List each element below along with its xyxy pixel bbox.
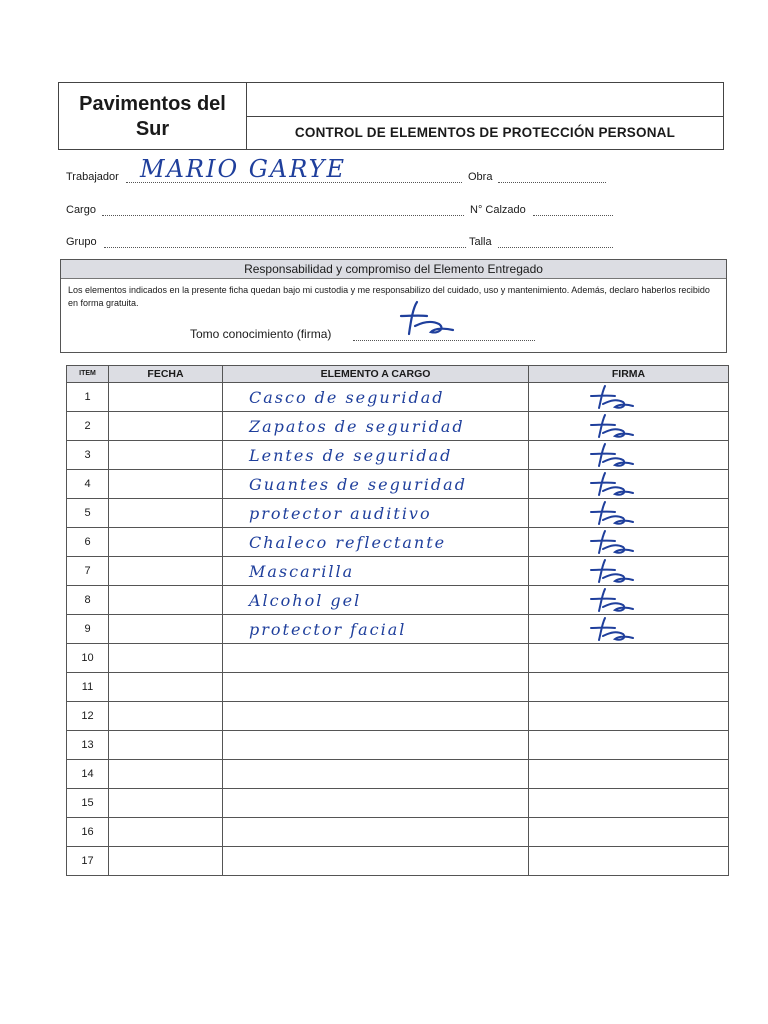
items-table xyxy=(66,365,729,876)
elemento-cell xyxy=(223,702,529,731)
form-header xyxy=(58,82,724,150)
item-number: 8 xyxy=(67,586,109,615)
elemento-cell xyxy=(223,673,529,702)
fecha-cell xyxy=(109,789,223,818)
firma-cell xyxy=(529,441,729,470)
signature-mark xyxy=(587,471,637,497)
item-number: 10 xyxy=(67,644,109,673)
item-number: 16 xyxy=(67,818,109,847)
item-number: 11 xyxy=(67,673,109,702)
firma-cell xyxy=(529,615,729,644)
table-row xyxy=(67,470,729,499)
item-number: 15 xyxy=(67,789,109,818)
elemento-cell: Casco de seguridad xyxy=(223,383,529,412)
table-row xyxy=(67,499,729,528)
firma-cell xyxy=(529,586,729,615)
item-number: 1 xyxy=(67,383,109,412)
acknowledgement-signature xyxy=(395,298,457,340)
calzado-line xyxy=(533,203,613,216)
responsibility-text: Los elementos indicados en la presente ficha quedan bajo mi custodia y me responsabilizo del cuidado, uso y mantenimiento. Además, declaro haberlos recibido en forma gratuita. xyxy=(68,285,710,308)
signature-mark xyxy=(587,500,637,526)
fecha-cell xyxy=(109,383,223,412)
fecha-cell xyxy=(109,847,223,876)
obra-line xyxy=(498,170,606,183)
talla-label: Talla xyxy=(469,236,492,248)
elemento-cell: protector facial xyxy=(223,615,529,644)
firma-cell xyxy=(529,760,729,789)
item-number: 3 xyxy=(67,441,109,470)
elemento-cell xyxy=(223,847,529,876)
firma-cell xyxy=(529,673,729,702)
elemento-cell: Guantes de seguridad xyxy=(223,470,529,499)
firma-cell xyxy=(529,383,729,412)
item-number: 14 xyxy=(67,760,109,789)
elemento-cell xyxy=(223,731,529,760)
grupo-line xyxy=(104,235,466,248)
item-number: 7 xyxy=(67,557,109,586)
elemento-cell xyxy=(223,644,529,673)
signature-mark xyxy=(587,616,637,642)
item-number: 12 xyxy=(67,702,109,731)
responsibility-heading: Responsabilidad y compromiso del Elemento Entregado xyxy=(61,260,726,279)
signature-mark xyxy=(587,587,637,613)
item-number: 13 xyxy=(67,731,109,760)
fecha-cell xyxy=(109,818,223,847)
item-number: 6 xyxy=(67,528,109,557)
sign-label: Tomo conocimiento (firma) xyxy=(190,327,332,341)
fecha-cell xyxy=(109,412,223,441)
fecha-cell xyxy=(109,731,223,760)
firma-cell xyxy=(529,731,729,760)
firma-cell xyxy=(529,644,729,673)
col-header-item: ITEM xyxy=(67,366,109,383)
cargo-line xyxy=(102,203,464,216)
table-row xyxy=(67,412,729,441)
table-row xyxy=(67,818,729,847)
elemento-cell xyxy=(223,818,529,847)
table-row xyxy=(67,847,729,876)
firma-cell xyxy=(529,470,729,499)
firma-cell xyxy=(529,528,729,557)
item-number: 2 xyxy=(67,412,109,441)
elemento-cell: Lentes de seguridad xyxy=(223,441,529,470)
firma-cell xyxy=(529,702,729,731)
signature-mark xyxy=(587,529,637,555)
table-row xyxy=(67,586,729,615)
fecha-cell xyxy=(109,673,223,702)
signature-mark xyxy=(587,413,637,439)
form-title: CONTROL DE ELEMENTOS DE PROTECCIÓN PERSONAL xyxy=(294,125,676,140)
firma-cell xyxy=(529,557,729,586)
firma-cell xyxy=(529,847,729,876)
company-name xyxy=(59,83,247,149)
elemento-cell: protector auditivo xyxy=(223,499,529,528)
cargo-label: Cargo xyxy=(66,204,96,216)
fecha-cell xyxy=(109,702,223,731)
item-number: 17 xyxy=(67,847,109,876)
table-row xyxy=(67,644,729,673)
company-name-line2: Sur xyxy=(135,118,170,140)
table-row xyxy=(67,441,729,470)
item-number: 5 xyxy=(67,499,109,528)
table-row xyxy=(67,731,729,760)
col-header-firma: FIRMA xyxy=(529,366,729,383)
elemento-cell: Mascarilla xyxy=(223,557,529,586)
responsibility-box xyxy=(60,259,727,353)
talla-line xyxy=(498,235,613,248)
col-header-elemento: ELEMENTO A CARGO xyxy=(223,366,529,383)
table-row xyxy=(67,673,729,702)
fecha-cell xyxy=(109,760,223,789)
table-row xyxy=(67,615,729,644)
trabajador-value: MARIO GARYE xyxy=(140,155,346,183)
firma-cell xyxy=(529,789,729,818)
elemento-cell: Zapatos de seguridad xyxy=(223,412,529,441)
table-row xyxy=(67,760,729,789)
fecha-cell xyxy=(109,644,223,673)
header-blank-cell xyxy=(247,83,723,117)
obra-label: Obra xyxy=(468,171,493,183)
signature-mark xyxy=(587,442,637,468)
fecha-cell xyxy=(109,441,223,470)
calzado-label: N° Calzado xyxy=(470,204,526,216)
item-number: 9 xyxy=(67,615,109,644)
firma-cell xyxy=(529,499,729,528)
item-number: 4 xyxy=(67,470,109,499)
signature-mark xyxy=(587,384,637,410)
elemento-cell: Alcohol gel xyxy=(223,586,529,615)
fecha-cell xyxy=(109,615,223,644)
fecha-cell xyxy=(109,528,223,557)
table-header-row xyxy=(67,366,729,383)
table-row xyxy=(67,528,729,557)
elemento-cell: Chaleco reflectante xyxy=(223,528,529,557)
col-header-fecha: FECHA xyxy=(109,366,223,383)
elemento-cell xyxy=(223,789,529,818)
fecha-cell xyxy=(109,586,223,615)
fecha-cell xyxy=(109,470,223,499)
fecha-cell xyxy=(109,499,223,528)
trabajador-label: Trabajador xyxy=(66,171,119,183)
table-row xyxy=(67,557,729,586)
company-name-line1: Pavimentos del xyxy=(79,93,226,115)
table-row xyxy=(67,702,729,731)
firma-cell xyxy=(529,818,729,847)
table-row xyxy=(67,383,729,412)
elemento-cell xyxy=(223,760,529,789)
signature-mark xyxy=(587,558,637,584)
firma-cell xyxy=(529,412,729,441)
table-row xyxy=(67,789,729,818)
fecha-cell xyxy=(109,557,223,586)
grupo-label: Grupo xyxy=(66,236,97,248)
